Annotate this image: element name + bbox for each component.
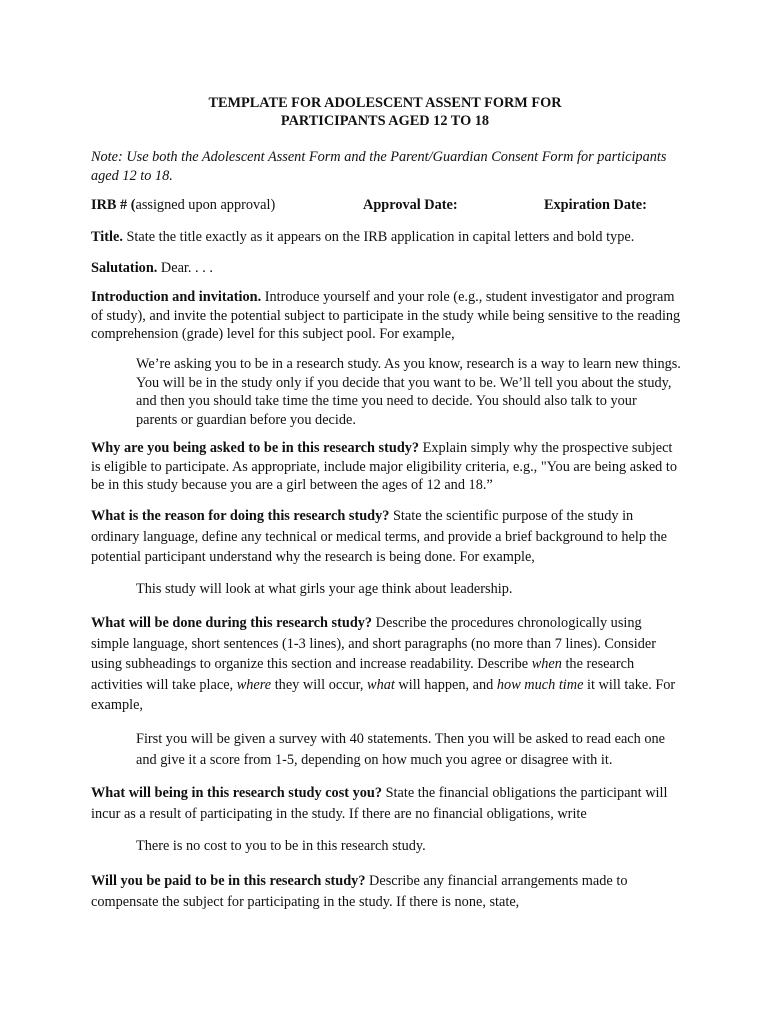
approval-date-label: Approval Date: [363, 197, 458, 213]
payment-text: Describe any financial arrangements made to compensate the subject for participating in the study. If there is none, state, [91, 873, 628, 910]
procedures-text-4: will happen, and [394, 676, 497, 693]
title-paragraph [91, 228, 681, 247]
introduction-example: We’re asking you to be in a research study. As you know, research is a way to learn new things. You will be in the study only if you decide that you want to be. We’ll tell you about the study, and then you should take time the time you need to decide. You should also talk to your parents or guardian before you decide. [136, 356, 681, 428]
procedures-text-3: they will occur, [271, 676, 368, 693]
procedures-text-2: the research activities will take place, [91, 656, 635, 693]
salutation-lead: Salutation. [91, 260, 158, 276]
reason-lead: What is the reason for doing this research study? [91, 508, 390, 524]
procedures-example: First you will be given a survey with 40 statements. Then you will be asked to read each one and give it a score from 1-5, depending on how much you agree or disagree with it. [136, 731, 665, 768]
irb-info-row [91, 196, 681, 216]
introduction-paragraph [91, 288, 681, 344]
reason-example: This study will look at what girls your age think about leadership. [136, 581, 513, 597]
heading-line-2: PARTICIPANTS AGED 12 TO 18 [280, 113, 490, 129]
procedures-text-1: Describe the procedures chronologically using simple language, short sentences (1-3 lines), and short paragraphs (no more than 7 lines). Consider using subheadings to organize this section and increase readability. Describe [91, 615, 656, 672]
irb-label: IRB # ( [91, 197, 136, 213]
cost-example: There is no cost to you to be in this research study. [136, 838, 426, 854]
payment-lead: Will you be paid to be in this research study? [91, 873, 366, 889]
introduction-text: Introduce yourself and your role (e.g., student investigator and program of study), and invite the potential subject to participate in the study while being sensitive to the reading comprehension (grade) level for this subject pool. For example, [91, 289, 681, 342]
salutation-paragraph [91, 259, 681, 278]
irb-number [91, 196, 275, 215]
expiration-date-label: Expiration Date: [544, 197, 647, 213]
usage-note: Note: Use both the Adolescent Assent Form and the Parent/Guardian Consent Form for participants aged 12 to 18. [91, 149, 667, 184]
procedures-paragraph [91, 613, 681, 716]
procedures-em-what: what [367, 676, 395, 693]
why-lead: Why are you being asked to be in this research study? [91, 440, 420, 456]
why-text: Explain simply why the prospective subject is eligible to participate. As appropriate, include major eligibility criteria, e.g., "You are being asked to be in this study because you are a girl between the ages of 12 and 18.” [91, 440, 678, 493]
payment-paragraph [91, 871, 681, 912]
introduction-lead: Introduction and invitation. [91, 289, 262, 305]
document-heading [0, 94, 770, 130]
cost-lead: What will being in this research study cost you? [91, 785, 382, 801]
procedures-em-when: when [531, 656, 562, 672]
salutation-text: Dear. . . . [157, 260, 213, 276]
reason-paragraph [91, 506, 681, 568]
irb-value: assigned upon approval) [135, 197, 276, 213]
title-lead: Title. [91, 229, 123, 245]
title-text: State the title exactly as it appears on the IRB application in capital letters and bold type. [122, 229, 635, 245]
procedures-text-5: it will take. For example, [91, 676, 676, 713]
procedures-lead: What will be done during this research study? [91, 615, 373, 631]
procedures-em-where: where [236, 676, 272, 693]
why-paragraph [91, 439, 681, 495]
cost-paragraph [91, 783, 681, 824]
cost-text: State the financial obligations the participant will incur as a result of participating in the study. If there are no financial obligations, write [91, 785, 668, 822]
reason-text: State the scientific purpose of the study in ordinary language, define any technical or medical terms, and provide a brief background to help the potential participant understand why the research is being done. For example, [91, 508, 668, 565]
procedures-em-how-much: how much time [496, 676, 584, 693]
heading-line-1: TEMPLATE FOR ADOLESCENT ASSENT FORM FOR [208, 95, 562, 111]
